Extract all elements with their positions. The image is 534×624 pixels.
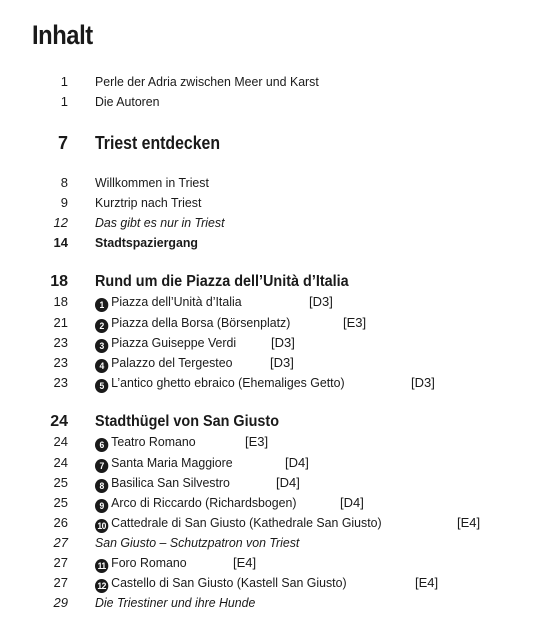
toc-entry-title: Die Triestiner und ihre Hunde — [95, 595, 256, 610]
toc-entry[interactable] — [0, 233, 534, 253]
toc-entry[interactable] — [0, 353, 534, 373]
toc-entry-title: Willkommen in Triest — [95, 175, 209, 190]
toc-entry-title: 7 Santa Maria Maggiore — [95, 453, 240, 473]
toc-page-number: 27 — [53, 575, 68, 590]
sight-number-badge: 6 — [95, 438, 108, 452]
toc-page-number: 18 — [50, 273, 68, 290]
toc-entry[interactable] — [0, 292, 534, 312]
map-grid-reference: [D3] — [270, 355, 294, 370]
toc-page-number: 24 — [53, 434, 68, 449]
sight-number-badge: 5 — [95, 379, 108, 393]
toc-page-number: 25 — [53, 475, 68, 490]
toc-entry-title: Kurztrip nach Triest — [95, 195, 202, 210]
sight-number-badge: 4 — [95, 359, 108, 373]
toc-entry[interactable] — [0, 72, 534, 92]
toc-entry-title: Perle der Adria zwischen Meer und Karst — [95, 74, 319, 89]
toc-entry-title: 11 Foro Romano — [95, 553, 191, 573]
toc-entry[interactable] — [0, 313, 534, 333]
toc-entry[interactable] — [0, 453, 534, 473]
toc-entry[interactable] — [0, 432, 534, 452]
toc-entry-title: Triest entdecken — [95, 133, 221, 153]
toc-page-number: 21 — [53, 315, 68, 330]
toc-entry-title: 1 Piazza dell’Unità d’Italia — [95, 292, 249, 312]
toc-entry-title: San Giusto – Schutzpatron von Triest — [95, 535, 300, 550]
toc-entry[interactable] — [0, 133, 534, 159]
toc-page-number: 24 — [50, 413, 68, 430]
toc-entry-title: 6 Teatro Romano — [95, 432, 201, 452]
map-grid-reference: [E4] — [457, 515, 481, 530]
toc-entry[interactable] — [0, 533, 534, 553]
sight-number-badge: 9 — [95, 499, 108, 513]
toc-entry[interactable] — [0, 173, 534, 193]
toc-entry-title: 10 Cattedrale di San Giusto (Kathedrale San Giusto) — [95, 513, 397, 533]
toc-page-number: 27 — [53, 535, 68, 550]
toc-entry-title: Rund um die Piazza dell’Unità d’Italia — [95, 273, 349, 290]
sight-number-badge: 3 — [95, 339, 108, 353]
sight-number-badge: 7 — [95, 459, 108, 473]
toc-page-number: 1 — [60, 74, 68, 89]
toc-entry[interactable] — [0, 333, 534, 353]
map-grid-reference: [E3] — [343, 315, 367, 330]
toc-entry-title: 9 Arco di Riccardo (Richardsbogen) — [95, 493, 307, 513]
sight-number-badge: 2 — [95, 319, 108, 333]
toc-page-number: 1 — [60, 94, 68, 109]
toc-page-number: 27 — [53, 555, 68, 570]
toc-entry[interactable] — [0, 593, 534, 613]
toc-entry[interactable] — [0, 553, 534, 573]
toc-entry-title: 4 Palazzo del Tergesteo — [95, 353, 240, 373]
toc-entry-title: Stadtspaziergang — [95, 235, 198, 250]
map-grid-reference: [D3] — [271, 335, 295, 350]
toc-page-number: 23 — [53, 335, 68, 350]
toc-page-number: 9 — [60, 195, 68, 210]
sight-number-badge: 10 — [95, 519, 108, 533]
toc-entry[interactable] — [0, 513, 534, 533]
toc-entry-title: 12 Castello di San Giusto (Kastell San Giusto) — [95, 573, 360, 593]
toc-entry-title: 8 Basilica San Silvestro — [95, 473, 237, 493]
toc-page-number: 14 — [53, 235, 68, 250]
toc-page-number: 25 — [53, 495, 68, 510]
toc-entry[interactable] — [0, 193, 534, 213]
toc-entry-title: Das gibt es nur in Triest — [95, 215, 225, 230]
sight-number-badge: 11 — [95, 559, 108, 573]
toc-entry-title: 5 L’antico ghetto ebraico (Ehemaliges Getto) — [95, 373, 358, 393]
toc-page-number: 23 — [53, 375, 68, 390]
map-grid-reference: [D4] — [276, 475, 300, 490]
toc-entry[interactable] — [0, 213, 534, 233]
sight-number-badge: 8 — [95, 479, 108, 493]
map-grid-reference: [E4] — [415, 575, 439, 590]
toc-entry[interactable] — [0, 573, 534, 593]
toc-page-number: 26 — [53, 515, 68, 530]
map-grid-reference: [E3] — [245, 434, 269, 449]
map-grid-reference: [D4] — [340, 495, 364, 510]
toc-page-number: 18 — [53, 294, 68, 309]
map-grid-reference: [E4] — [233, 555, 257, 570]
toc-entry[interactable] — [0, 473, 534, 493]
toc-entry-title: 2 Piazza della Borsa (Börsenplatz) — [95, 313, 301, 333]
toc-page-number: 29 — [53, 595, 68, 610]
toc-page-number: 8 — [60, 175, 68, 190]
sight-number-badge: 1 — [95, 298, 108, 312]
sight-number-badge: 12 — [95, 579, 108, 593]
toc-page-number: 7 — [57, 133, 68, 153]
toc-entry-title: 3 Piazza Guiseppe Verdi — [95, 333, 244, 353]
page-title: Inhalt — [32, 20, 93, 50]
toc-entry-title: Stadthügel von San Giusto — [95, 413, 280, 430]
map-grid-reference: [D3] — [309, 294, 333, 309]
toc-page-number: 24 — [53, 455, 68, 470]
map-grid-reference: [D3] — [411, 375, 435, 390]
toc-page-number: 12 — [53, 215, 68, 230]
toc-entry-title: Die Autoren — [95, 94, 160, 109]
toc-entry[interactable] — [0, 493, 534, 513]
map-grid-reference: [D4] — [285, 455, 309, 470]
toc-entry[interactable] — [0, 92, 534, 112]
toc-page-number: 23 — [53, 355, 68, 370]
toc-entry[interactable] — [0, 373, 534, 393]
